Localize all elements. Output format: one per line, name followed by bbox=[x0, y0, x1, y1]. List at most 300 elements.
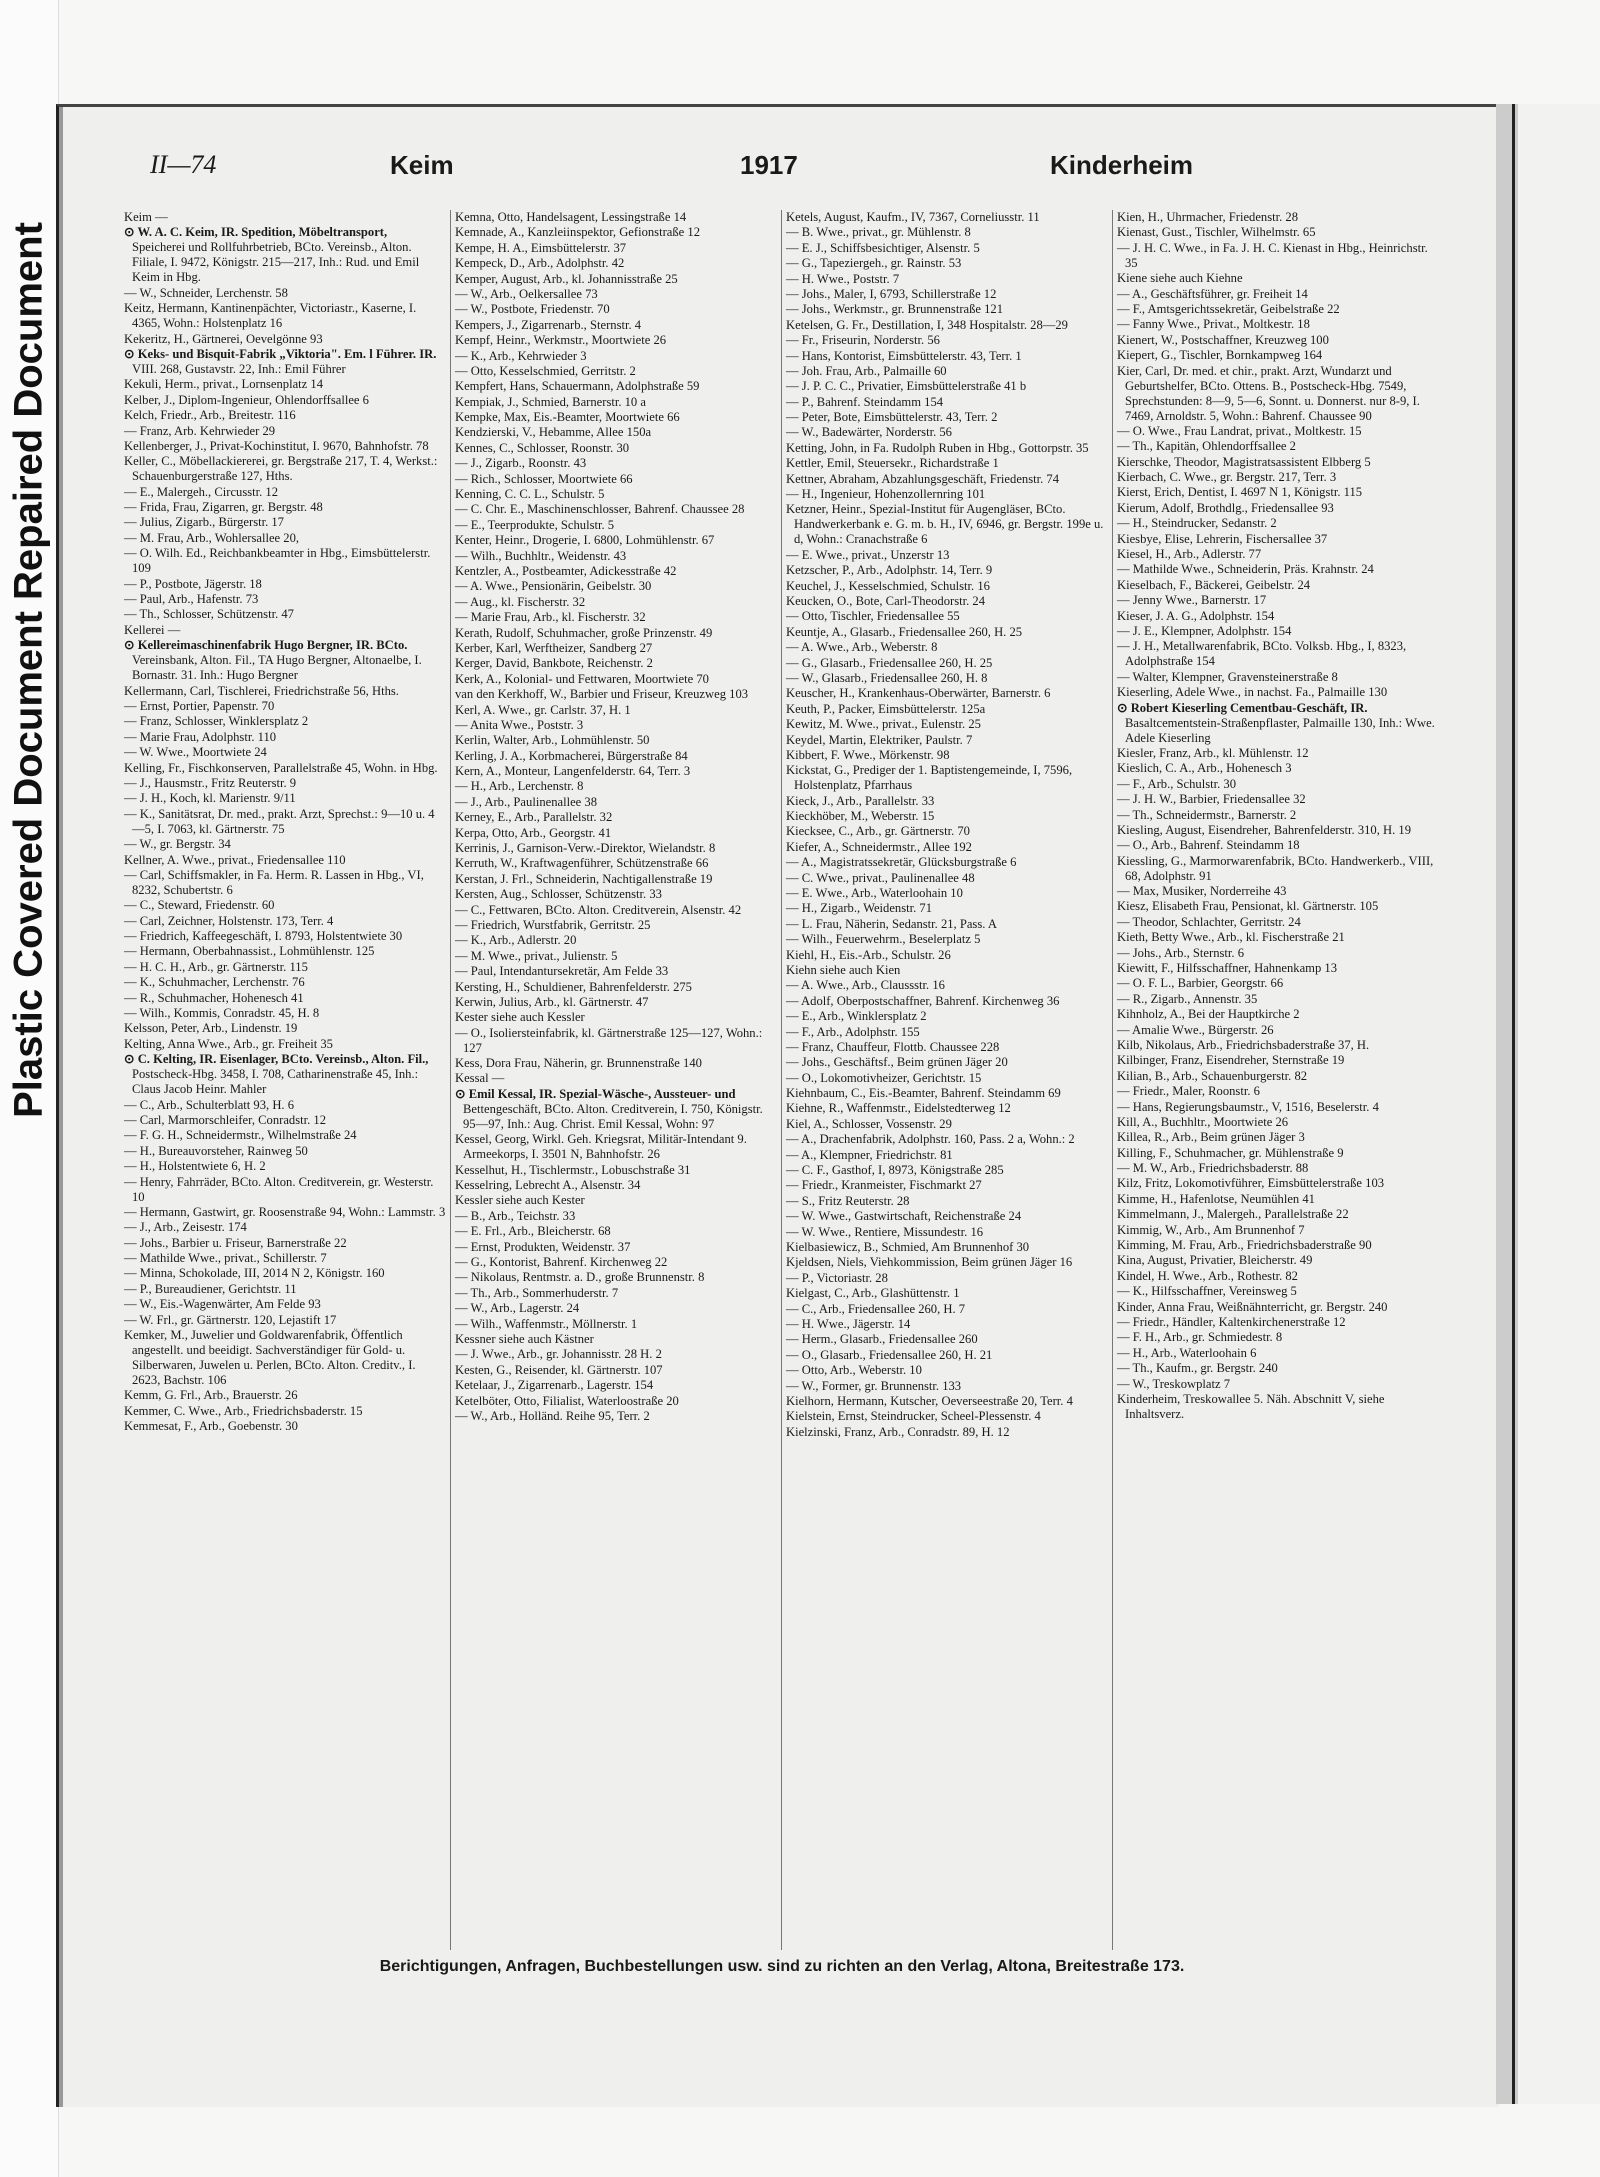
directory-entry: — A., Magistratssekretär, Glücksburgstraße 6 bbox=[786, 855, 1017, 870]
directory-entry: Kiehn siehe auch Kien bbox=[786, 962, 901, 977]
directory-entry: Kellner, A. Wwe., privat., Friedensallee 110 bbox=[124, 852, 346, 867]
directory-entry: — B., Arb., Teichstr. 33 bbox=[455, 1208, 576, 1223]
directory-entry: — Johs., Werkmstr., gr. Brunnenstraße 121 bbox=[786, 302, 1004, 317]
directory-entry: Kierschke, Theodor, Magistratsassistent Elbberg 5 bbox=[1117, 454, 1371, 469]
directory-entry: Kihnholz, A., Bei der Hauptkirche 2 bbox=[1117, 1007, 1300, 1022]
directory-entry: — F. G. H., Schneidermstr., Wilhelmstraße 24 bbox=[124, 1128, 357, 1143]
directory-entry: Kerl, A. Wwe., gr. Carlstr. 37, H. 1 bbox=[455, 702, 631, 717]
directory-entry: Kimmig, W., Arb., Am Brunnenhof 7 bbox=[1117, 1222, 1305, 1237]
directory-entry: — Fr., Friseurin, Norderstr. 56 bbox=[786, 333, 940, 348]
directory-entry: — J., Arb., Zeisestr. 174 bbox=[124, 1220, 247, 1235]
next-page-edge bbox=[1518, 104, 1600, 2104]
directory-entry: — K., Arb., Kehrwieder 3 bbox=[455, 348, 587, 363]
directory-entry: — W., Arb., Oelkersallee 73 bbox=[455, 286, 598, 301]
directory-entry: — O., Glasarb., Friedensallee 260, H. 21 bbox=[786, 1347, 993, 1362]
directory-entry: — Franz, Schlosser, Winklersplatz 2 bbox=[124, 714, 309, 729]
directory-entry: — Hans, Regierungsbaumstr., V, 1516, Beselerstr. 4 bbox=[1117, 1099, 1379, 1114]
directory-entry: — W., Badewärter, Norderstr. 56 bbox=[786, 425, 952, 440]
directory-entry: — G., Glasarb., Friedensallee 260, H. 25 bbox=[786, 655, 993, 670]
directory-entry: Keuscher, H., Krankenhaus-Oberwärter, Barnerstr. 6 bbox=[786, 686, 1051, 701]
directory-entry: Kilz, Fritz, Lokomotivführer, Eimsbüttelerstraße 103 bbox=[1117, 1176, 1385, 1191]
directory-entry: Ketzscher, P., Arb., Adolphstr. 14, Terr. 9 bbox=[786, 563, 993, 578]
directory-entry: — F., Arb., Schulstr. 30 bbox=[1117, 776, 1236, 791]
directory-entry: — A. Wwe., Arb., Weberstr. 8 bbox=[786, 640, 938, 655]
directory-entry: — Wilh., Kommis, Conradstr. 45, H. 8 bbox=[124, 1006, 320, 1021]
directory-entry: Kekeritz, H., Gärtnerei, Oevelgönne 93 bbox=[124, 331, 323, 346]
directory-entry: Kelling, Fr., Fischkonserven, Parallelstraße 45, Wohn. in Hbg. bbox=[124, 760, 438, 775]
directory-entry: — A., Geschäftsführer, gr. Freiheit 14 bbox=[1117, 286, 1308, 301]
directory-entry: — H., Ingenieur, Hohenzollernring 101 bbox=[786, 487, 986, 502]
directory-entry: Kier, Carl, Dr. med. et chir., prakt. Arzt, Wundarzt und Geburtshelfer, BCto. Ottens. B., Postscheck-Hbg. 7549, Sprechstunden: 8—9, 5—6, Sonnt. u. Donnerst. nur 8-9, I. 7469, Arnoldstr. 5, Wohn.: Bahrenf. Chaussee 90 bbox=[1117, 363, 1420, 423]
directory-entry: Kimmelmann, J., Malergeh., Parallelstraße 22 bbox=[1117, 1207, 1349, 1222]
directory-entry: van den Kerkhoff, W., Barbier und Friseur, Kreuzweg 103 bbox=[455, 687, 749, 702]
directory-entry: Kiecksee, C., Arb., gr. Gärtnerstr. 70 bbox=[786, 824, 970, 839]
directory-entry: — E., Teerprodukte, Schulstr. 5 bbox=[455, 517, 615, 532]
directory-entry: Kemm, G. Frl., Arb., Brauerstr. 26 bbox=[124, 1388, 298, 1403]
directory-entry: Ketzner, Heinr., Spezial-Institut für Augengläser, BCto. Handwerkerbank e. G. m. b. H., IV, 6946, gr. Bergstr. 199e u. d, Wohn.: Cranachstraße 6 bbox=[786, 502, 1104, 547]
directory-entry: Kenter, Heinr., Drogerie, I. 6800, Lohmühlenstr. 67 bbox=[455, 533, 715, 548]
directory-entry: — Johs., Geschäftsf., Beim grünen Jäger 20 bbox=[786, 1055, 1008, 1070]
directory-entry: Kiehnbaum, C., Eis.-Beamter, Bahrenf. Steindamm 69 bbox=[786, 1086, 1061, 1101]
column-1 bbox=[120, 210, 451, 1950]
directory-entry: — W., Arb., Lagerstr. 24 bbox=[455, 1301, 580, 1316]
directory-entry: — P., Bahrenf. Steindamm 154 bbox=[786, 394, 944, 409]
directory-entry: — Franz, Arb. Kehrwieder 29 bbox=[124, 423, 276, 438]
directory-entry: — H. Wwe., Jägerstr. 14 bbox=[786, 1316, 911, 1331]
directory-entry: Kieslich, C. A., Arb., Hohenesch 3 bbox=[1117, 761, 1292, 776]
directory-entry: Kellermann, Carl, Tischlerei, Friedrichstraße 56, Hths. bbox=[124, 683, 399, 698]
directory-entry: — O., Arb., Bahrenf. Steindamm 18 bbox=[1117, 838, 1300, 853]
directory-entry: — F., Amtsgerichtssekretär, Geibelstraße 22 bbox=[1117, 301, 1340, 316]
directory-entry: — Friedr., Händler, Kaltenkirchenerstraße 12 bbox=[1117, 1315, 1346, 1329]
directory-entry: Kiessling, G., Marmorwarenfabrik, BCto. Handwerkerb., VIII, 68, Adolphstr. 91 bbox=[1117, 853, 1434, 883]
directory-entry: — Aug., kl. Fischerstr. 32 bbox=[455, 594, 586, 609]
directory-entry: Kinder, Anna Frau, Weißnähnterricht, gr. Bergstr. 240 bbox=[1117, 1299, 1388, 1314]
directory-entry: — Johs., Arb., Sternstr. 6 bbox=[1117, 945, 1244, 960]
directory-entry: Kilian, B., Arb., Schauenburgerstr. 82 bbox=[1117, 1068, 1308, 1083]
directory-entry: — Friedrich, Kaffeegeschäft, I. 8793, Holstentwiete 30 bbox=[124, 929, 403, 944]
directory-entry: Kilbinger, Franz, Eisendreher, Sternstraße 19 bbox=[1117, 1053, 1345, 1068]
column-4 bbox=[1113, 210, 1444, 1950]
directory-entry: Kiesbye, Elise, Lehrerin, Fischersallee 37 bbox=[1117, 531, 1328, 546]
directory-entry: — Franz, Chauffeur, Flottb. Chaussee 228 bbox=[786, 1039, 1000, 1054]
directory-entry: — M. Frau, Arb., Wohlersallee 20, bbox=[124, 530, 300, 545]
directory-entry: — H. Wwe., Poststr. 7 bbox=[786, 271, 900, 286]
directory-entry: Kiesz, Elisabeth Frau, Pensionat, kl. Gärtnerstr. 105 bbox=[1117, 899, 1379, 914]
directory-entry: — Nikolaus, Rentmstr. a. D., große Brunnenstr. 8 bbox=[455, 1270, 705, 1285]
directory-entry: — Max, Musiker, Norderreihe 43 bbox=[1117, 884, 1287, 899]
directory-entry: Kerpa, Otto, Arb., Georgstr. 41 bbox=[455, 825, 612, 840]
directory-entry: — J. Wwe., Arb., gr. Johannisstr. 28 H. 2 bbox=[455, 1347, 662, 1362]
directory-entry: Kielgast, C., Arb., Glashüttenstr. 1 bbox=[786, 1286, 960, 1301]
directory-entry: — W., Postbote, Friedenstr. 70 bbox=[455, 302, 610, 317]
directory-entry: Kienert, W., Postschaffner, Kreuzweg 100 bbox=[1117, 332, 1329, 347]
directory-entry: ⊙ Keks- und Bisquit-Fabrik „Viktoria". Em. l Führer. IR. VIII. 268, Gustavstr. 22, Inh.: Emil Führer bbox=[124, 346, 437, 376]
directory-entry: Ketels, August, Kaufm., IV, 7367, Corneliusstr. 11 bbox=[786, 210, 1040, 224]
directory-entry: Kelch, Friedr., Arb., Breitestr. 116 bbox=[124, 408, 296, 423]
directory-entry: Kina, August, Privatier, Bleicherstr. 49 bbox=[1117, 1253, 1313, 1268]
directory-entry: Kiesling, August, Eisendreher, Bahrenfelderstr. 310, H. 19 bbox=[1117, 822, 1411, 837]
column-3 bbox=[782, 210, 1113, 1950]
directory-entry: — W., Schneider, Lerchenstr. 58 bbox=[124, 285, 288, 300]
directory-entry: Kiene siehe auch Kiehne bbox=[1117, 271, 1243, 286]
directory-entry: Kiewitt, F., Hilfsschaffner, Hahnenkamp 13 bbox=[1117, 961, 1337, 976]
directory-entry: — O. Wwe., Frau Landrat, privat., Moltkestr. 15 bbox=[1117, 423, 1362, 438]
directory-entry: — C., Arb., Friedensallee 260, H. 7 bbox=[786, 1301, 966, 1316]
directory-entry: — G., Tapeziergeh., gr. Rainstr. 53 bbox=[786, 256, 962, 271]
directory-entry: — Hans, Kontorist, Eimsbüttelerstr. 43, Terr. 1 bbox=[786, 348, 1022, 363]
directory-entry: — Joh. Frau, Arb., Palmaille 60 bbox=[786, 363, 947, 378]
directory-entry: Keitz, Hermann, Kantinenpächter, Victoriastr., Kaserne, I. 4365, Wohn.: Holstenplatz 16 bbox=[124, 301, 417, 331]
directory-entry: Ketelböter, Otto, Filialist, Waterloostraße 20 bbox=[455, 1393, 679, 1408]
directory-entry: — W., Former, gr. Brunnenstr. 133 bbox=[786, 1378, 962, 1393]
directory-entry: — J. H. W., Barbier, Friedensallee 32 bbox=[1117, 792, 1306, 807]
directory-entry: Kieserling, Adele Wwe., in nachst. Fa., Palmaille 130 bbox=[1117, 685, 1388, 700]
directory-entry: — E. Frl., Arb., Bleicherstr. 68 bbox=[455, 1224, 611, 1239]
directory-entry: — J., Hausmstr., Fritz Reuterstr. 9 bbox=[124, 775, 297, 790]
directory-entry: — Wilh., Waffenmstr., Möllnerstr. 1 bbox=[455, 1316, 638, 1331]
directory-entry: Kienast, Gust., Tischler, Wilhelmstr. 65 bbox=[1117, 225, 1316, 240]
directory-entry: Kekuli, Herm., privat., Lornsenplatz 14 bbox=[124, 377, 323, 392]
directory-entry: — C., Fettwaren, BCto. Alton. Creditverein, Alsenstr. 42 bbox=[455, 902, 742, 917]
directory-entry: — W. Frl., gr. Gärtnerstr. 120, Lejastift 17 bbox=[124, 1312, 337, 1327]
directory-entry: Kimme, H., Hafenlotse, Neumühlen 41 bbox=[1117, 1191, 1315, 1206]
directory-entry: — P., Victoriastr. 28 bbox=[786, 1270, 888, 1285]
directory-entry: — J., Zigarb., Roonstr. 43 bbox=[455, 456, 587, 471]
side-label-text: Plastic Covered Document Repaired Document bbox=[6, 222, 51, 1118]
directory-entry: — Hermann, Gastwirt, gr. Roosenstraße 94, Wohn.: Lammstr. 3 bbox=[124, 1204, 446, 1219]
directory-entry: — A. Wwe., Arb., Claussstr. 16 bbox=[786, 978, 945, 993]
directory-entry: Kerney, E., Arb., Parallelstr. 32 bbox=[455, 810, 613, 825]
directory-entry: Kiehl, H., Eis.-Arb., Schulstr. 26 bbox=[786, 947, 951, 962]
gutter-rule bbox=[1512, 104, 1515, 2104]
directory-entry: — Marie Frau, Arb., kl. Fischerstr. 32 bbox=[455, 610, 646, 625]
directory-entry: — E. Wwe., Arb., Waterloohain 10 bbox=[786, 886, 963, 901]
directory-entry: — E., Malergeh., Circusstr. 12 bbox=[124, 484, 279, 499]
directory-entry: — J. H., Koch, kl. Marienstr. 9/11 bbox=[124, 791, 296, 806]
directory-entry: — K., Arb., Adlerstr. 20 bbox=[455, 933, 577, 948]
directory-entry: Kemker, M., Juwelier und Goldwarenfabrik, Öffentlich angestellt. und beeidigt. Sachverständiger für Gold- u. Silberwaren, Juwelen u. Perlen, BCto. Alton. Creditv., I. 2623, Bachstr. 106 bbox=[124, 1328, 416, 1388]
directory-entry: Kempers, J., Zigarrenarb., Sternstr. 4 bbox=[455, 317, 642, 332]
directory-entry: — Amalie Wwe., Bürgerstr. 26 bbox=[1117, 1022, 1274, 1037]
directory-entry: Kennes, C., Schlosser, Roonstr. 30 bbox=[455, 440, 630, 455]
directory-entry: — K., Schuhmacher, Lerchenstr. 76 bbox=[124, 975, 305, 990]
header-year: 1917 bbox=[740, 150, 798, 180]
header-first-entry: Keim bbox=[390, 150, 454, 180]
directory-entry: — Herm., Glasarb., Friedensallee 260 bbox=[786, 1332, 978, 1347]
directory-entry: Kickstat, G., Prediger der 1. Baptistengemeinde, I, 7596, Holstenplatz, Pfarrhaus bbox=[786, 763, 1073, 793]
directory-entry: — Henry, Fahrräder, BCto. Alton. Creditverein, gr. Westerstr. 10 bbox=[124, 1174, 434, 1204]
directory-entry: — Theodor, Schlachter, Gerritstr. 24 bbox=[1117, 914, 1301, 929]
directory-entry: Kiesel, H., Arb., Adlerstr. 77 bbox=[1117, 547, 1262, 562]
directory-entry: — M. Wwe., privat., Julienstr. 5 bbox=[455, 948, 618, 963]
directory-entry: Keucken, O., Bote, Carl-Theodorstr. 24 bbox=[786, 593, 986, 608]
directory-entry: — Otto, Tischler, Friedensallee 55 bbox=[786, 609, 960, 624]
directory-entry: — Friedr., Kranmeister, Fischmarkt 27 bbox=[786, 1178, 982, 1193]
directory-entry: Kentzler, A., Postbeamter, Adickesstraße 42 bbox=[455, 563, 677, 578]
column-2 bbox=[451, 210, 782, 1950]
directory-entry: Ketelsen, G. Fr., Destillation, I, 348 Hospitalstr. 28—29 bbox=[786, 317, 1068, 332]
directory-entry: — R., Zigarb., Annenstr. 35 bbox=[1117, 991, 1258, 1006]
directory-entry: — Th., Kaufm., gr. Bergstr. 240 bbox=[1117, 1361, 1278, 1376]
directory-entry: — H. C. H., Arb., gr. Gärtnerstr. 115 bbox=[124, 959, 308, 974]
directory-entry: Kinderheim, Treskowallee 5. Näh. Abschnitt V, siehe Inhaltsverz. bbox=[1117, 1391, 1385, 1421]
directory-entry: — B. Wwe., privat., gr. Mühlenstr. 8 bbox=[786, 225, 971, 240]
directory-entry: — Walter, Klempner, Gravensteinerstraße 8 bbox=[1117, 669, 1338, 684]
directory-entry: Kierbach, C. Wwe., gr. Bergstr. 217, Terr. 3 bbox=[1117, 470, 1337, 485]
directory-entry: Kelting, Anna Wwe., Arb., gr. Freiheit 35 bbox=[124, 1036, 333, 1051]
directory-entry: — Johs., Maler, I, 6793, Schillerstraße 12 bbox=[786, 286, 997, 301]
directory-entry: — C., Arb., Schulterblatt 93, H. 6 bbox=[124, 1097, 295, 1112]
directory-entry: Kempfert, Hans, Schauermann, Adolphstraße 59 bbox=[455, 379, 700, 394]
directory-entry: — Rich., Schlosser, Moortwiete 66 bbox=[455, 471, 633, 486]
directory-entry: Ketting, John, in Fa. Rudolph Ruben in Hbg., Gottorpstr. 35 bbox=[786, 440, 1089, 455]
directory-entry: — Th., Kapitän, Ohlendorffsallee 2 bbox=[1117, 439, 1296, 454]
directory-entry: — H., Holstentwiete 6, H. 2 bbox=[124, 1159, 266, 1174]
directory-entry: — C. Chr. E., Maschinenschlosser, Bahrenf. Chaussee 28 bbox=[455, 502, 745, 517]
directory-entry: — W., Arb., Holländ. Reihe 95, Terr. 2 bbox=[455, 1408, 650, 1423]
directory-entry: — Jenny Wwe., Barnerstr. 17 bbox=[1117, 593, 1267, 608]
directory-entry: Killea, R., Arb., Beim grünen Jäger 3 bbox=[1117, 1130, 1305, 1145]
directory-entry: Kelber, J., Diplom-Ingenieur, Ohlendorffsallee 6 bbox=[124, 392, 369, 407]
directory-entry: — Friedr., Maler, Roonstr. 6 bbox=[1117, 1084, 1260, 1099]
directory-entry: Kien, H., Uhrmacher, Friedenstr. 28 bbox=[1117, 210, 1299, 224]
directory-entry: Ketelaar, J., Zigarrenarb., Lagerstr. 154 bbox=[455, 1378, 654, 1393]
directory-entry: — H., Arb., Waterloohain 6 bbox=[1117, 1345, 1257, 1360]
directory-entry: Kieck, J., Arb., Parallelstr. 33 bbox=[786, 793, 935, 808]
directory-entry: ⊙ Emil Kessal, IR. Spezial-Wäsche-, Aussteuer- und Bettengeschäft, BCto. Alton. Creditverein, I. 750, Königstr. 95—97, Inh.: Aug. Christ. Emil Kessal, Wohn: 97 bbox=[455, 1086, 763, 1131]
directory-entry: Kerber, Karl, Werftheizer, Sandberg 27 bbox=[455, 640, 653, 655]
directory-entry: — W. Wwe., Rentiere, Missundestr. 16 bbox=[786, 1224, 984, 1239]
directory-entry: Kessler siehe auch Kester bbox=[455, 1193, 585, 1208]
page-number: II—74 bbox=[150, 150, 217, 179]
page-header bbox=[150, 150, 1430, 188]
directory-entry: — Wilh., Feuerwehrm., Beselerplatz 5 bbox=[786, 932, 981, 947]
directory-entry: Kerrinis, J., Garnison-Verw.-Direktor, Wielandstr. 8 bbox=[455, 841, 716, 856]
directory-entry: Kieth, Betty Wwe., Arb., kl. Fischerstraße 21 bbox=[1117, 930, 1345, 945]
directory-entry: Kjeldsen, Niels, Viehkommission, Beim grünen Jäger 16 bbox=[786, 1255, 1073, 1270]
directory-entry: Kindel, H. Wwe., Arb., Rothestr. 82 bbox=[1117, 1268, 1298, 1283]
directory-entry: Kettler, Emil, Steuersekr., Richardstraße 1 bbox=[786, 456, 999, 471]
directory-entry: — J. E., Klempner, Adolphstr. 154 bbox=[1117, 623, 1292, 638]
directory-entry: Kessal — bbox=[455, 1071, 505, 1086]
directory-entry: — H., Zigarb., Weidenstr. 71 bbox=[786, 901, 933, 916]
directory-entry: Kieselbach, F., Bäckerei, Geibelstr. 24 bbox=[1117, 577, 1311, 592]
directory-entry: — Paul, Intendantursekretär, Am Felde 33 bbox=[455, 964, 669, 979]
directory-entry: — Marie Frau, Adolphstr. 110 bbox=[124, 729, 277, 744]
directory-entry: — Th., Schlosser, Schützenstr. 47 bbox=[124, 607, 294, 622]
directory-entry: ⊙ W. A. C. Keim, IR. Spedition, Möbeltransport, Speicherei und Rollfuhrbetrieb, BCto. Vereinsb., Alton. Filiale, I. 9472, Königstr. 215—217, Inh.: Rud. und Emil Keim in Hbg. bbox=[124, 225, 420, 285]
directory-entry: — Th., Schneidermstr., Barnerstr. 2 bbox=[1117, 807, 1297, 822]
directory-entry: — J. H., Metallwarenfabrik, BCto. Volksb. Hbg., I, 8323, Adolphstraße 154 bbox=[1117, 639, 1407, 669]
directory-entry: Keuchel, J., Kesselschmied, Schulstr. 16 bbox=[786, 578, 990, 593]
directory-entry: — Carl, Schiffsmakler, in Fa. Herm. R. Lassen in Hbg., VI, 8232, Schubertstr. 6 bbox=[124, 867, 424, 897]
directory-entry: — P., Postbote, Jägerstr. 18 bbox=[124, 576, 262, 591]
directory-entry: — J. P. C. C., Privatier, Eimsbüttelerstraße 41 b bbox=[786, 379, 1027, 394]
directory-entry: Kibbert, F. Wwe., Mörkenstr. 98 bbox=[786, 747, 950, 762]
directory-entry: Kellenberger, J., Privat-Kochinstitut, I. 9670, Bahnhofstr. 78 bbox=[124, 438, 429, 453]
directory-entry: Kempf, Heinr., Werkmstr., Moortwiete 26 bbox=[455, 333, 667, 348]
directory-entry: Kimming, M. Frau, Arb., Friedrichsbaderstraße 90 bbox=[1117, 1238, 1372, 1253]
directory-entry: — O., Isoliersteinfabrik, kl. Gärtnerstraße 125—127, Wohn.: 127 bbox=[455, 1025, 763, 1055]
directory-entry: Kendzierski, V., Hebamme, Allee 150a bbox=[455, 425, 652, 440]
directory-entry: — C. Wwe., privat., Paulinenallee 48 bbox=[786, 870, 975, 885]
directory-entry: — O. Wilh. Ed., Reichbankbeamter in Hbg., Eimsbüttelerstr. 109 bbox=[124, 546, 431, 576]
directory-entry: Kenning, C. C. L., Schulstr. 5 bbox=[455, 487, 605, 502]
directory-entry: — Frida, Frau, Zigarren, gr. Bergstr. 48 bbox=[124, 500, 323, 515]
directory-entry: Kempe, H. A., Eimsbüttelerstr. 37 bbox=[455, 240, 627, 255]
directory-entry: ⊙ Kellereimaschinenfabrik Hugo Bergner, IR. BCto. Vereinsbank, Alton. Fil., TA Hugo Bergner, Altonaelbe, I. Bornastr. 31. Inh.: Hugo Bergner bbox=[124, 638, 422, 683]
directory-entry: Kiesler, Franz, Arb., kl. Mühlenstr. 12 bbox=[1117, 745, 1309, 760]
directory-entry: Kielzinski, Franz, Arb., Conradstr. 89, H. 12 bbox=[786, 1424, 1010, 1439]
directory-entry: Kemmer, C. Wwe., Arb., Friedrichsbaderstr. 15 bbox=[124, 1403, 363, 1418]
directory-entry: — Wilh., Buchhltr., Weidenstr. 43 bbox=[455, 548, 627, 563]
directory-entry: Kesten, G., Reisender, kl. Gärtnerstr. 107 bbox=[455, 1362, 663, 1377]
directory-entry: Kewitz, M. Wwe., privat., Eulenstr. 25 bbox=[786, 717, 981, 732]
directory-entry: — Johs., Barbier u. Friseur, Barnerstraße 22 bbox=[124, 1235, 347, 1250]
directory-entry: Kesselhut, H., Tischlermstr., Lobuschstraße 31 bbox=[455, 1162, 691, 1177]
directory-entry: — W., Glasarb., Friedensallee 260, H. 8 bbox=[786, 670, 988, 685]
directory-entry: — Anita Wwe., Poststr. 3 bbox=[455, 717, 584, 732]
directory-entry: Kester siehe auch Kessler bbox=[455, 1010, 585, 1025]
directory-entry: Kielhorn, Hermann, Kutscher, Oeverseestraße 20, Terr. 4 bbox=[786, 1393, 1073, 1408]
directory-entry: — M. W., Arb., Friedrichsbaderstr. 88 bbox=[1117, 1161, 1309, 1176]
directory-entry: Kemnade, A., Kanzleiinspektor, Gefionstraße 12 bbox=[455, 225, 700, 240]
directory-entry: — W., Eis.-Wagenwärter, Am Felde 93 bbox=[124, 1297, 321, 1312]
directory-entry: Kieckhöber, M., Weberstr. 15 bbox=[786, 809, 935, 824]
directory-entry: Kersting, H., Schuldiener, Bahrenfelderstr. 275 bbox=[455, 979, 692, 994]
directory-entry: Kessner siehe auch Kästner bbox=[455, 1331, 594, 1346]
directory-entry: — A., Drachenfabrik, Adolphstr. 160, Pass. 2 a, Wohn.: 2 bbox=[786, 1132, 1075, 1147]
header-last-entry: Kinderheim bbox=[1050, 150, 1194, 180]
directory-entry: — P., Bureaudiener, Gerichtstr. 11 bbox=[124, 1281, 297, 1296]
directory-entry: Kellerei — bbox=[124, 622, 181, 637]
directory-entry: Kierum, Adolf, Brothdlg., Friedensallee 93 bbox=[1117, 500, 1334, 515]
directory-entry: — Julius, Zigarb., Bürgerstr. 17 bbox=[124, 515, 284, 530]
directory-entry: — Otto, Kesselschmied, Gerritstr. 2 bbox=[455, 363, 636, 378]
directory-entry: Kelsson, Peter, Arb., Lindenstr. 19 bbox=[124, 1021, 298, 1036]
directory-entry: — H., Arb., Lerchenstr. 8 bbox=[455, 779, 584, 794]
directory-entry: Kiehne, R., Waffenmstr., Eidelstedterweg 12 bbox=[786, 1101, 1011, 1116]
side-label bbox=[0, 100, 58, 1240]
directory-entry: — J., Arb., Paulinenallee 38 bbox=[455, 794, 598, 809]
directory-entry: — F., Arb., Adolphstr. 155 bbox=[786, 1024, 920, 1039]
directory-entry: — L. Frau, Näherin, Sedanstr. 21, Pass. A bbox=[786, 916, 997, 931]
directory-entry: Kerk, A., Kolonial- und Fettwaren, Moortwiete 70 bbox=[455, 671, 709, 686]
directory-entry: Kieser, J. A. G., Adolphstr. 154 bbox=[1117, 608, 1275, 623]
directory-entry: Keller, C., Möbellackiererei, gr. Bergstraße 217, T. 4, Werkst.: Schauenburgerstraße 127, Hths. bbox=[124, 454, 438, 484]
directory-entry: — Paul, Arb., Hafenstr. 73 bbox=[124, 592, 259, 607]
directory-entry: — W. Wwe., Moortwiete 24 bbox=[124, 745, 267, 760]
directory-entry: — R., Schuhmacher, Hohenesch 41 bbox=[124, 990, 304, 1005]
directory-entry: — G., Kontorist, Bahrenf. Kirchenweg 22 bbox=[455, 1255, 668, 1269]
directory-entry: — E., Arb., Winklersplatz 2 bbox=[786, 1009, 927, 1024]
directory-entry: Kielstein, Ernst, Steindrucker, Scheel-Plessenstr. 4 bbox=[786, 1409, 1041, 1424]
directory-entry: Kill, A., Buchhltr., Moortwiete 26 bbox=[1117, 1114, 1289, 1129]
directory-entry: Kiefer, A., Schneidermstr., Allee 192 bbox=[786, 839, 972, 854]
directory-entry: Kessel, Georg, Wirkl. Geh. Kriegsrat, Militär-Intendant 9. Armeekorps, I. 3501 N, Bahnhofstr. 26 bbox=[455, 1132, 747, 1162]
directory-entry: — E. J., Schiffsbesichtiger, Alsenstr. 5 bbox=[786, 240, 980, 255]
directory-entry: — E. Wwe., privat., Unzerstr 13 bbox=[786, 547, 950, 562]
directory-entry: Kielbasiewicz, B., Schmied, Am Brunnenhof 30 bbox=[786, 1240, 1030, 1254]
directory-entry: — Carl, Zeichner, Holstenstr. 173, Terr. 4 bbox=[124, 913, 334, 928]
directory-entry: Kerstan, J. Frl., Schneiderin, Nachtigallenstraße 19 bbox=[455, 871, 713, 886]
directory-entry: Kerwin, Julius, Arb., kl. Gärtnerstr. 47 bbox=[455, 994, 649, 1009]
directory-entry: Kess, Dora Frau, Näherin, gr. Brunnenstraße 140 bbox=[455, 1056, 702, 1071]
directory-entry: — Minna, Schokolade, III, 2014 N 2, Königstr. 160 bbox=[124, 1266, 385, 1281]
directory-entry: Kerath, Rudolf, Schuhmacher, große Prinzenstr. 49 bbox=[455, 625, 713, 640]
directory-entry: — H., Bureauvorsteher, Rainweg 50 bbox=[124, 1143, 308, 1158]
directory-entry: Kerlin, Walter, Arb., Lohmühlenstr. 50 bbox=[455, 733, 650, 748]
directory-entry: — W., gr. Bergstr. 34 bbox=[124, 837, 231, 852]
directory-entry: Kersten, Aug., Schlosser, Schützenstr. 33 bbox=[455, 887, 662, 902]
directory-entry: Kiel, A., Schlosser, Vossenstr. 29 bbox=[786, 1116, 952, 1131]
directory-entry: Kern, A., Monteur, Langenfelderstr. 64, Terr. 3 bbox=[455, 764, 691, 779]
directory-entry: Kempke, Max, Eis.-Beamter, Moortwiete 66 bbox=[455, 410, 680, 425]
directory-entry: ⊙ Robert Kieserling Cementbau-Geschäft, IR. Basaltcementstein-Straßenpflaster, Palmaille 130, Inh.: Wwe. Adele Kieserling bbox=[1117, 700, 1435, 745]
directory-entry: — F. H., Arb., gr. Schmiedestr. 8 bbox=[1117, 1330, 1283, 1345]
directory-entry: — Mathilde Wwe., Schneiderin, Präs. Krahnstr. 24 bbox=[1117, 562, 1374, 577]
directory-entry: — A., Klempner, Friedrichstr. 81 bbox=[786, 1147, 953, 1162]
directory-entry: Kiepert, G., Tischler, Bornkampweg 164 bbox=[1117, 348, 1323, 363]
directory-entry: — Adolf, Oberpostschaffner, Bahrenf. Kirchenweg 36 bbox=[786, 993, 1060, 1008]
directory-entry: — C. F., Gasthof, I, 8973, Königstraße 285 bbox=[786, 1163, 1004, 1178]
directory-entry: Kempeck, D., Arb., Adolphstr. 42 bbox=[455, 256, 625, 271]
directory-entry: Kerruth, W., Kraftwagenführer, Schützenstraße 66 bbox=[455, 856, 709, 871]
directory-entry: Kerling, J. A., Korbmacherei, Bürgerstraße 84 bbox=[455, 748, 688, 763]
directory-entry: — C., Steward, Friedenstr. 60 bbox=[124, 898, 275, 913]
directory-entry: Keuth, P., Packer, Eimsbüttelerstr. 125a bbox=[786, 701, 986, 716]
directory-entry: — A. Wwe., Pensionärin, Geibelstr. 30 bbox=[455, 579, 652, 594]
directory-entry: Kerger, David, Bankbote, Reichenstr. 2 bbox=[455, 656, 653, 671]
directory-entry: — Carl, Marmorschleifer, Conradstr. 12 bbox=[124, 1112, 326, 1127]
directory-entry: — Peter, Bote, Eimsbüttelerstr. 43, Terr. 2 bbox=[786, 410, 998, 425]
directory-entry: Killing, F., Schuhmacher, gr. Mühlenstraße 9 bbox=[1117, 1145, 1344, 1160]
directory-entry: — O. F. L., Barbier, Georgstr. 66 bbox=[1117, 976, 1284, 991]
footer-notice: Berichtigungen, Anfragen, Buchbestellungen usw. sind zu richten an den Verlag, Altona, Breitestraße 173. bbox=[379, 1958, 1185, 1975]
directory-entry: — J. H. C. Wwe., in Fa. J. H. C. Kienast in Hbg., Heinrichstr. 35 bbox=[1117, 240, 1428, 270]
directory-entry: — Ernst, Produkten, Weidenstr. 37 bbox=[455, 1239, 631, 1254]
directory-entry: ⊙ C. Kelting, IR. Eisenlager, BCto. Vereinsb., Alton. Fil., Postscheck-Hbg. 3458, I. 708, Catharinenstraße 45, Inh.: Claus Jacob Heinr. Mahler bbox=[124, 1052, 429, 1097]
directory-entry: — W. Wwe., Gastwirtschaft, Reichenstraße 24 bbox=[786, 1209, 1022, 1224]
directory-entry: — Hermann, Oberbahnassist., Lohmühlenstr. 125 bbox=[124, 944, 375, 959]
directory-entry: Keydel, Martin, Elektriker, Paulstr. 7 bbox=[786, 732, 973, 747]
directory-entry: Kemna, Otto, Handelsagent, Lessingstraße 14 bbox=[455, 210, 687, 224]
directory-entry: Kierst, Erich, Dentist, I. 4697 N 1, Königstr. 115 bbox=[1117, 485, 1363, 500]
directory-entry: — O., Lokomotivheizer, Gerichtstr. 15 bbox=[786, 1070, 982, 1085]
directory-entry: Kemmesat, F., Arb., Goebenstr. 30 bbox=[124, 1419, 298, 1434]
directory-entry: — Th., Arb., Sommerhuderstr. 7 bbox=[455, 1285, 619, 1300]
directory-entry: — K., Hilfsschaffner, Vereinsweg 5 bbox=[1117, 1284, 1297, 1299]
directory-entry: Kemper, August, Arb., kl. Johannisstraße 25 bbox=[455, 271, 678, 286]
directory-entry: Keuntje, A., Glasarb., Friedensallee 260, H. 25 bbox=[786, 624, 1023, 639]
directory-entry: Kilb, Nikolaus, Arb., Friedrichsbaderstraße 37, H. bbox=[1117, 1037, 1370, 1052]
directory-columns bbox=[120, 210, 1444, 1950]
directory-entry: — Mathilde Wwe., privat., Schillerstr. 7 bbox=[124, 1251, 327, 1266]
directory-entry: — Fanny Wwe., Privat., Moltkestr. 18 bbox=[1117, 317, 1310, 332]
directory-entry: — Ernst, Portier, Papenstr. 70 bbox=[124, 698, 275, 713]
directory-entry: — Friedrich, Wurstfabrik, Gerritstr. 25 bbox=[455, 917, 651, 932]
directory-entry: Keim — bbox=[124, 210, 168, 224]
directory-entry: Kempiak, J., Schmied, Barnerstr. 10 a bbox=[455, 394, 646, 409]
directory-entry: — K., Sanitätsrat, Dr. med., prakt. Arzt, Sprechst.: 9—10 u. 4—5, I. 7063, kl. Gärtnerstr. 75 bbox=[124, 806, 435, 836]
directory-entry: — H., Steindrucker, Sedanstr. 2 bbox=[1117, 516, 1277, 531]
directory-entry: Kesselring, Lebrecht A., Alsenstr. 34 bbox=[455, 1178, 641, 1193]
directory-entry: Kettner, Abraham, Abzahlungsgeschäft, Friedenstr. 74 bbox=[786, 471, 1059, 486]
directory-entry: — Otto, Arb., Weberstr. 10 bbox=[786, 1363, 922, 1378]
directory-entry: — W., Treskowplatz 7 bbox=[1117, 1376, 1231, 1391]
directory-entry: — S., Fritz Reuterstr. 28 bbox=[786, 1193, 910, 1208]
